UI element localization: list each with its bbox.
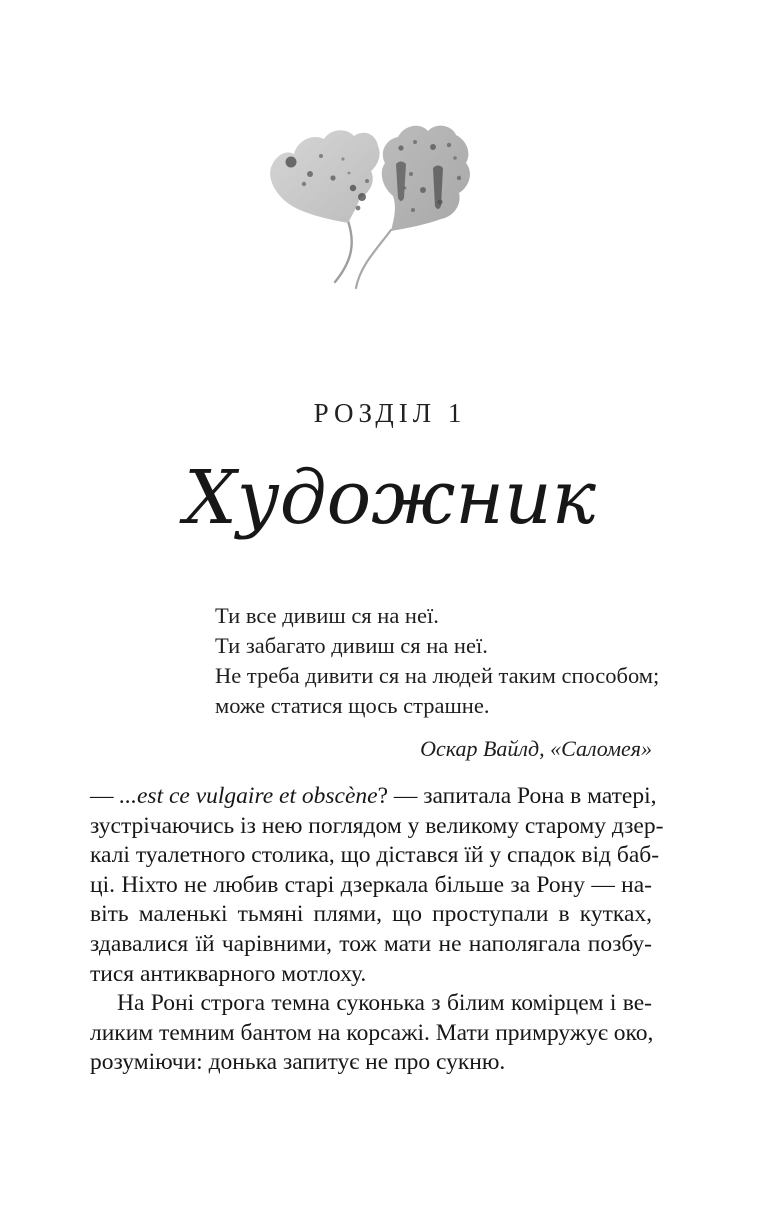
paragraph-line: ці. Ніхто не любив старі дзеркала більше за Рону — на- <box>90 871 652 898</box>
paragraph-line: розуміючи: донька запитує не про сукню. <box>90 1049 506 1076</box>
paragraph-line: калі туалетного столика, що дістався їй у спадок від баб- <box>90 842 660 869</box>
epigraph-attribution: Оскар Вайлд, «Саломея» <box>420 736 652 761</box>
paragraph-line: віть маленькі тьмяні плями, що проступали в кутках, <box>90 901 652 928</box>
chapter-title: Художник <box>184 455 596 541</box>
paragraph-line: тися антикварного мотлоху. <box>90 960 367 987</box>
ginkgo-leaves-illustration <box>263 118 481 290</box>
epigraph-line: може статися щось страшне. <box>215 693 490 718</box>
right-leaf <box>382 126 470 231</box>
left-leaf-stem <box>335 221 352 282</box>
epigraph-line: Ти забагато дивиш ся на неї. <box>215 633 488 658</box>
epigraph-line: Не треба дивити ся на людей таким способом; <box>215 663 660 688</box>
body-text <box>90 782 664 1078</box>
right-leaf-stem <box>356 230 391 288</box>
line-rest: ? — запитала Рона в матері, <box>377 783 657 809</box>
left-leaf <box>270 130 379 223</box>
paragraph-line: На Роні строга темна суконька з білим комірцем і ве- <box>117 990 652 1017</box>
paragraph-line <box>90 782 657 812</box>
paragraph-line: здавалися їй чарівними, тож мати не наполягала позбу- <box>90 930 652 957</box>
french-phrase: ...est ce vulgaire et obscène <box>119 783 378 809</box>
epigraph-line: Ти все дивиш ся на неї. <box>215 603 439 628</box>
dialogue-dash: — <box>90 783 120 809</box>
paragraph-line: ликим темним бантом на корсажі. Мати примружує око, <box>90 1019 654 1046</box>
epigraph <box>215 601 665 721</box>
paragraph-line: зустрічаючись із нею поглядом у великому старому дзер- <box>90 812 664 839</box>
chapter-number: РОЗДІЛ 1 <box>313 398 467 428</box>
